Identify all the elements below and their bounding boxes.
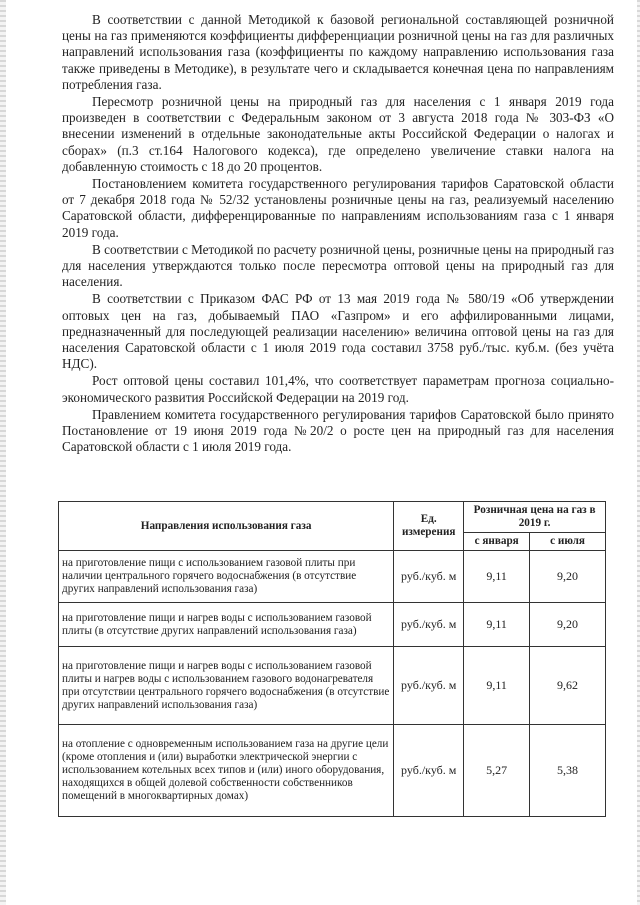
table-row [59, 603, 606, 647]
cell-unit: руб./куб. м [394, 551, 464, 603]
header-from-january: с января [464, 533, 530, 551]
cell-direction: на приготовление пищи с использованием газовой плиты при наличии центрального горячего водоснабжения (в отсутствие других направлений использования газа) [59, 551, 394, 603]
cell-unit: руб./куб. м [394, 725, 464, 817]
cell-price-july: 9,62 [530, 647, 606, 725]
cell-direction: на приготовление пищи и нагрев воды с использованием газовой плиты и нагрев воды с использованием газового водонагревателя при отсутствии центрального горячего водоснабжения (в отсутствие других направлений использования газа) [59, 647, 394, 725]
cell-price-july: 9,20 [530, 603, 606, 647]
cell-direction: на отопление с одновременным использованием газа на другие цели (кроме отопления и (или) выработки электрической энергии с использованием котельных всех типов и (или) иного оборудования, находящихся в общей долевой собственности собственников помещений в многоквартирных домах) [59, 725, 394, 817]
paragraph-growth: Рост оптовой цены составил 101,4%, что соответствует параметрам прогноза социально-экономического развития Российской Федерации на 2019 год. [62, 373, 614, 405]
cell-price-january: 9,11 [464, 647, 530, 725]
gas-price-table [58, 501, 606, 817]
document-body [62, 12, 614, 455]
table-row [59, 647, 606, 725]
cell-price-july: 5,38 [530, 725, 606, 817]
header-direction: Направления использования газа [59, 502, 394, 551]
paragraph-wholesale-rule: В соответствии с Методикой по расчету розничной цены, розничные цены на природный газ для населения утверждаются только после пересмотра оптовой цены на природный газ для населения. [62, 241, 614, 290]
cell-unit: руб./куб. м [394, 603, 464, 647]
header-price-group: Розничная цена на газ в 2019 г. [464, 502, 606, 533]
table-header-row [59, 502, 606, 533]
header-from-july: с июля [530, 533, 606, 551]
scan-edge-left [0, 0, 6, 905]
cell-price-january: 5,27 [464, 725, 530, 817]
table-row [59, 551, 606, 603]
table-row [59, 725, 606, 817]
paragraph-methodology: В соответствии с данной Методикой к базовой региональной составляющей розничной цены на газ применяются коэффициенты дифференциации розничной цены на газ для различных направлений использования газа (коэффициенты по каждому направлению использования газа также приведены в Методике), в результате чего и складывается конечная цена по направлениям потребления газа. [62, 12, 614, 92]
cell-unit: руб./куб. м [394, 647, 464, 725]
header-unit: Ед. измерения [394, 502, 464, 551]
cell-price-january: 9,11 [464, 603, 530, 647]
paragraph-fas-order: В соответствии с Приказом ФАС РФ от 13 мая 2019 года № 580/19 «Об утверждении оптовых цен на газ, добываемый ПАО «Газпром» и его аффилированными лицами, предназначенный для последующей реализации населению» величина оптовой цены на газ для населения Саратовской области с 1 июля 2019 года составил 3758 руб./тыс. куб.м. (без учёта НДС). [62, 291, 614, 372]
paragraph-resolution-52-32: Постановлением комитета государственного регулирования тарифов Саратовской области от 7 декабря 2018 года № 52/32 установлены розничные цены на газ, реализуемый населению Саратовской области, дифференцированные по направлениям использованиям газа с 1 января 2019 года. [62, 176, 614, 240]
cell-price-january: 9,11 [464, 551, 530, 603]
cell-price-july: 9,20 [530, 551, 606, 603]
cell-direction: на приготовление пищи и нагрев воды с использованием газовой плиты (в отсутствие других направлений использования газа) [59, 603, 394, 647]
paragraph-vat-revision: Пересмотр розничной цены на природный газ для населения с 1 января 2019 года произведен в соответствии с Федеральным законом от 3 августа 2018 года № 303-ФЗ «О внесении изменений в отдельные законодательные акты Российской Федерации о налогах и сборах» (п.3 ст.164 Налогового кодекса), где определено увеличение ставки налога на добавленную стоимость с 18 до 20 процентов. [62, 94, 614, 174]
paragraph-resolution-20-2: Правлением комитета государственного регулирования тарифов Саратовской было принято Постановление от 19 июня 2019 года №20/2 о росте цен на природный газ для населения Саратовской области с 1 июля 2019 года. [62, 406, 614, 455]
